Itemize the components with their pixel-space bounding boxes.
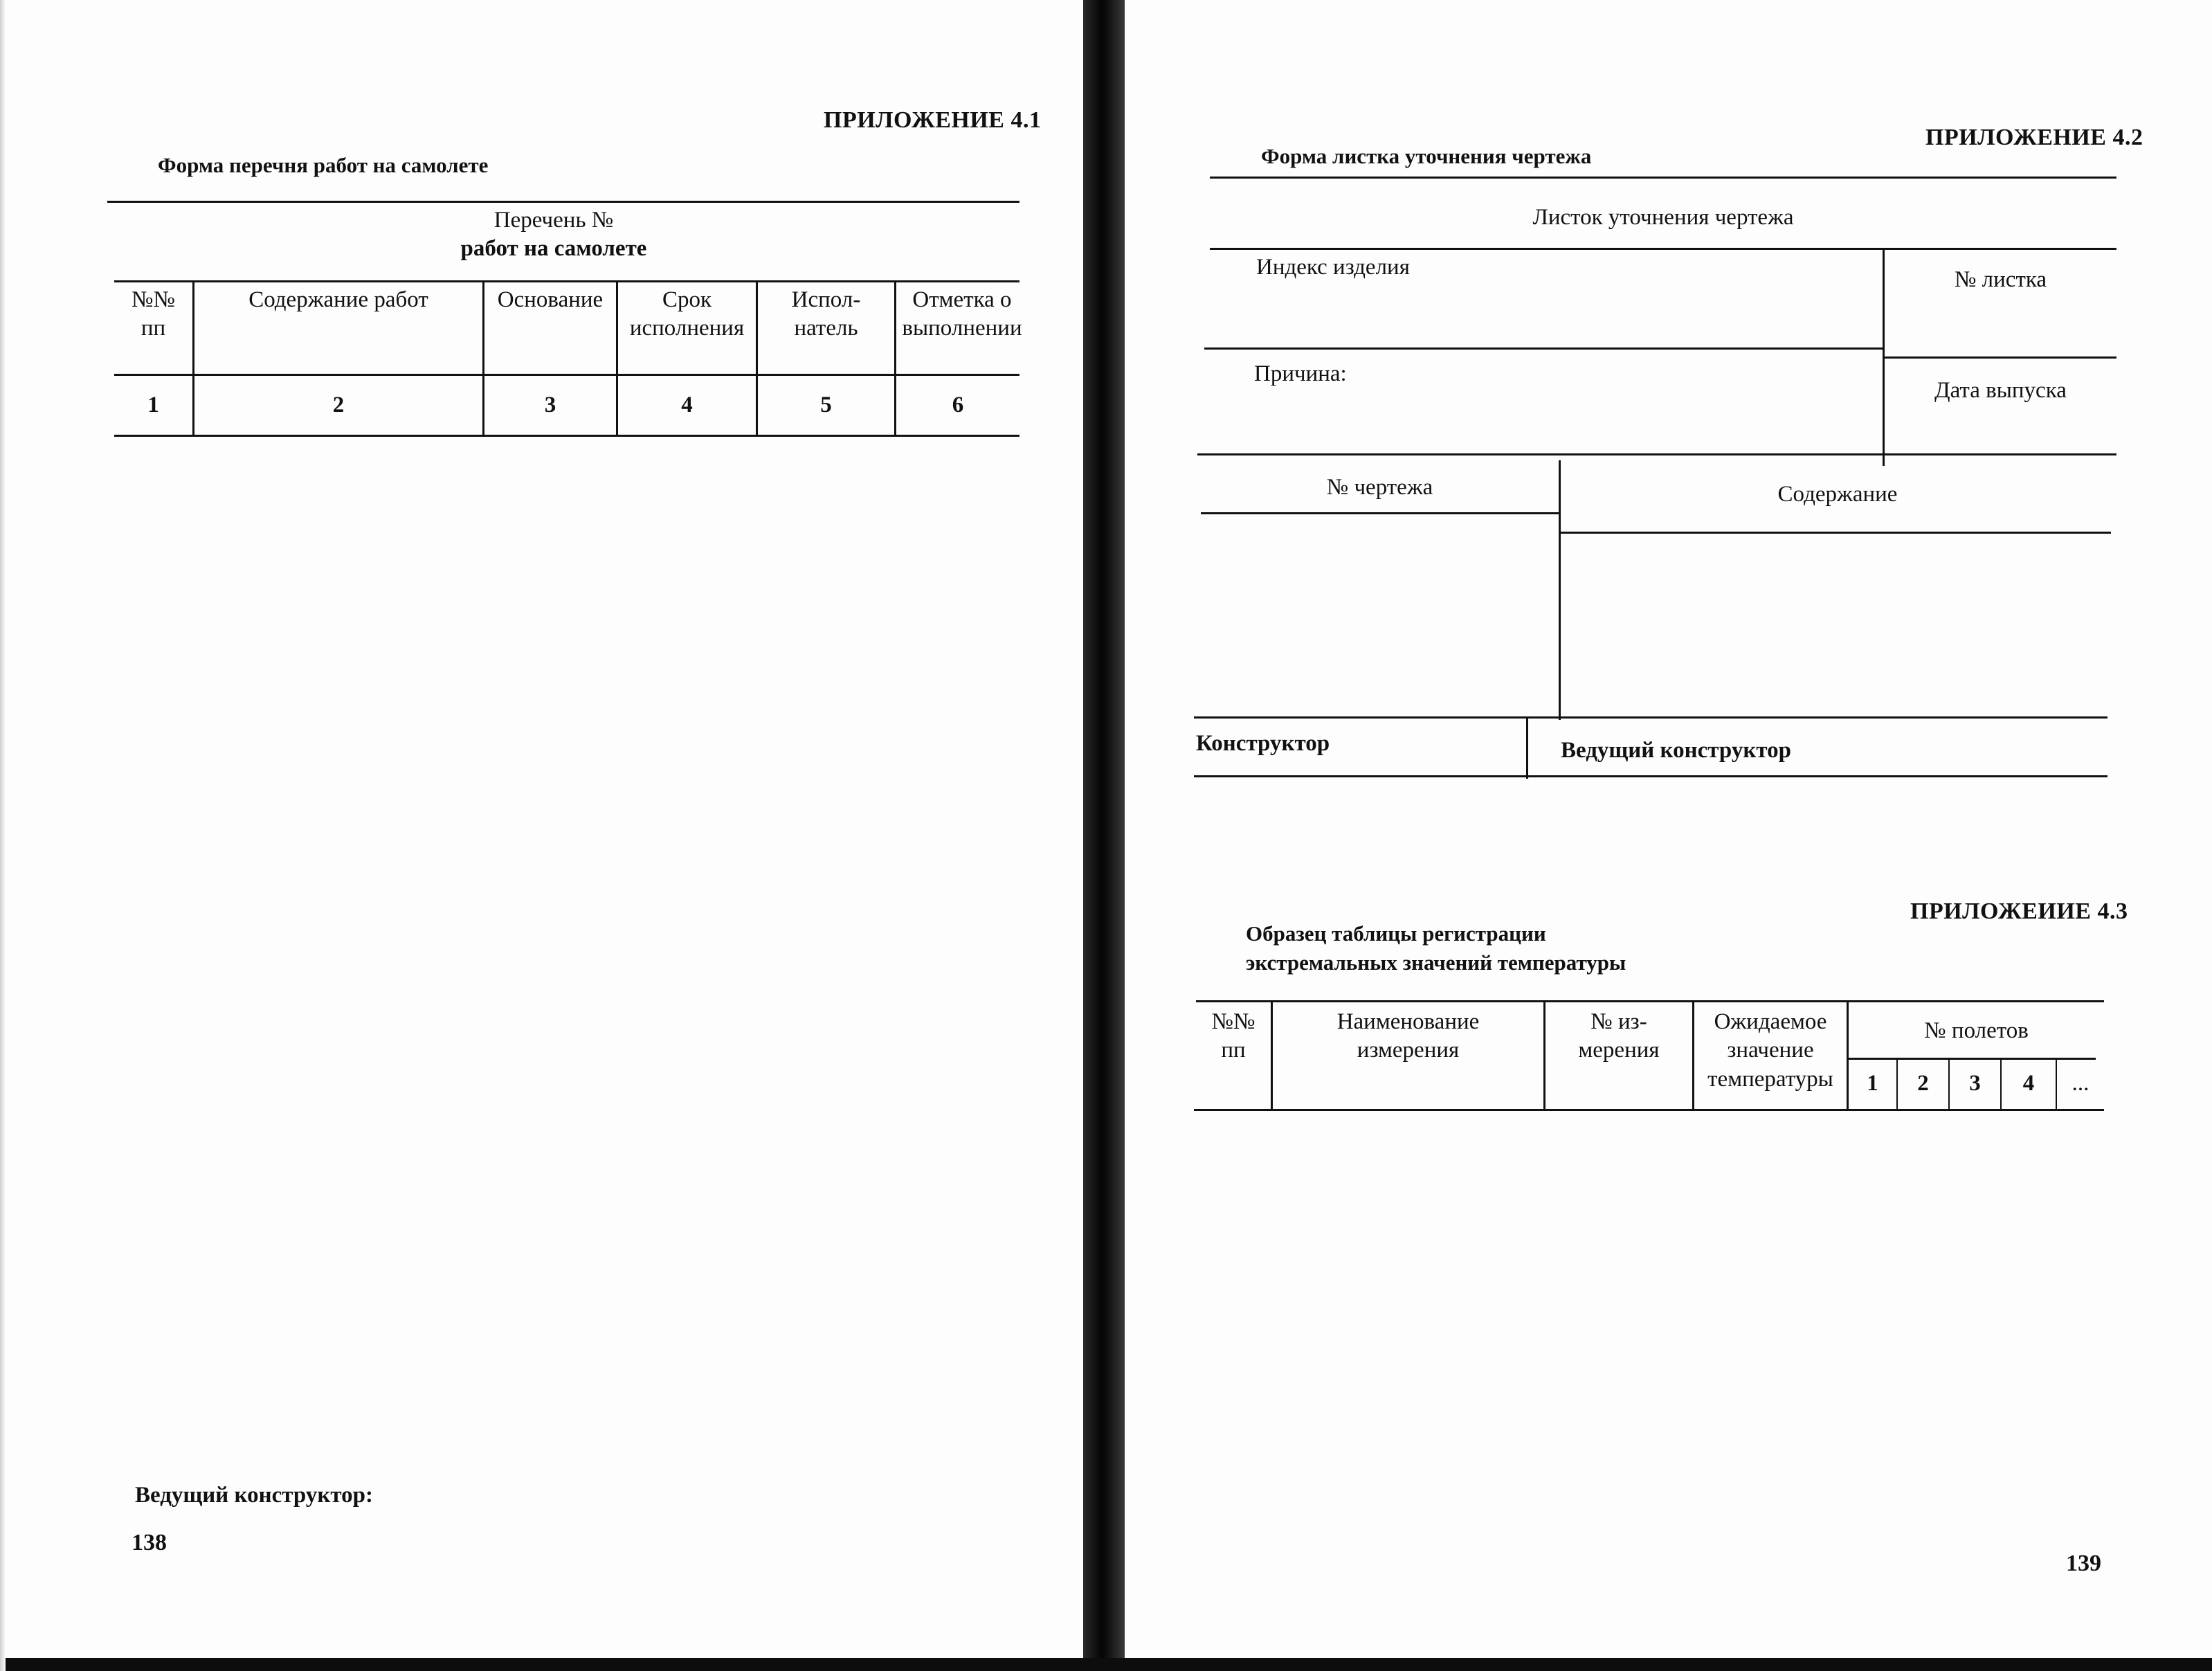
- col-number-3: 3: [544, 392, 556, 417]
- flight-1: 1: [1867, 1071, 1878, 1096]
- col-header-executor: Испол- натель: [791, 287, 861, 341]
- page-number-left: 138: [132, 1530, 167, 1555]
- signature-row-top-rule: [1194, 716, 2107, 719]
- col-header-basis: Основание: [497, 287, 604, 312]
- sheet-number-cell: № листка: [1954, 267, 2047, 293]
- flight-more: ...: [2072, 1071, 2089, 1096]
- designer-cell: Конструктор: [1196, 731, 1330, 757]
- table-caption-line2: работ на самолете: [460, 236, 647, 262]
- col-number-4: 4: [681, 392, 693, 417]
- signature-divider: [1526, 716, 1528, 779]
- flight-2: 2: [1917, 1071, 1929, 1096]
- sheet-top-rule: [1210, 177, 2116, 179]
- flight-4: 4: [2022, 1071, 2035, 1096]
- col-header-num: №№ пп: [132, 287, 175, 341]
- col-header-deadline: Срок исполнения: [629, 287, 745, 341]
- work-list-form-title: Форма перечня работ на самолете: [158, 153, 489, 177]
- scan-bottom-edge: [0, 1658, 2212, 1671]
- page-number-right: 139: [2066, 1551, 2101, 1576]
- scan-left-edge: [0, 0, 6, 1671]
- lead-designer-signature-label: Ведущий конструктор:: [135, 1483, 373, 1508]
- product-index-cell: Индекс изделия: [1256, 255, 1410, 280]
- appendix-4-2-label: ПРИЛОЖЕНИЕ 4.2: [1925, 125, 2143, 150]
- col-number-1: 1: [147, 392, 159, 417]
- table-top-rule: [107, 201, 1019, 203]
- issue-date-cell: Дата выпуска: [1934, 378, 2067, 404]
- col-number-2: 2: [332, 392, 345, 417]
- appendix-4-3-label: ПРИЛОЖЕИИЕ 4.3: [1910, 898, 2128, 924]
- sheet-title-row: Листок уточнения чертежа: [1532, 205, 1794, 231]
- book-gutter: [1083, 0, 1125, 1671]
- drawing-clarification-form-title: Форма листка уточнения чертежа: [1261, 144, 1592, 168]
- sheet-number-bottom-rule: [1883, 356, 2116, 359]
- table-caption-line1: Перечень №: [493, 208, 614, 233]
- col-header-content: Содержание работ: [248, 287, 428, 312]
- table-bottom-rule: [114, 435, 1019, 437]
- col-number-6: 6: [952, 392, 964, 417]
- reason-bottom-rule: [1197, 453, 2116, 455]
- temp-col-measurement-no: № из- мерения: [1578, 1009, 1660, 1063]
- appendix-4-1-label: ПРИЛОЖЕНИЕ 4.1: [824, 107, 1042, 133]
- product-index-bottom-rule: [1204, 347, 1885, 350]
- drawing-number-header: № чертежа: [1326, 475, 1433, 500]
- temp-col-expected-value: Ожидаемое значение температуры: [1707, 1009, 1833, 1092]
- temp-col-num: №№ пп: [1211, 1009, 1255, 1063]
- content-header-rule: [1559, 532, 2111, 534]
- flight-3: 3: [1969, 1071, 1981, 1096]
- drawing-number-header-rule: [1201, 512, 1559, 514]
- temp-col-measurement-name: Наименование измерения: [1336, 1009, 1480, 1063]
- col-header-done-mark: Отметка о выполнении: [902, 287, 1022, 341]
- content-header: Содержание: [1777, 482, 1898, 507]
- temp-table-bottom-rule: [1194, 1109, 2104, 1111]
- reason-cell: Причина:: [1254, 361, 1347, 386]
- col-number-5: 5: [820, 392, 832, 417]
- temperature-table-title: Образец таблицы регистрации экстремальных значений температуры: [1246, 921, 1626, 975]
- lead-designer-cell: Ведущий конструктор: [1561, 738, 1791, 764]
- signature-row-bottom-rule: [1194, 775, 2107, 777]
- temp-col-flights-header: № полетов: [1924, 1018, 2029, 1044]
- flights-subheader-rule: [1847, 1058, 2096, 1060]
